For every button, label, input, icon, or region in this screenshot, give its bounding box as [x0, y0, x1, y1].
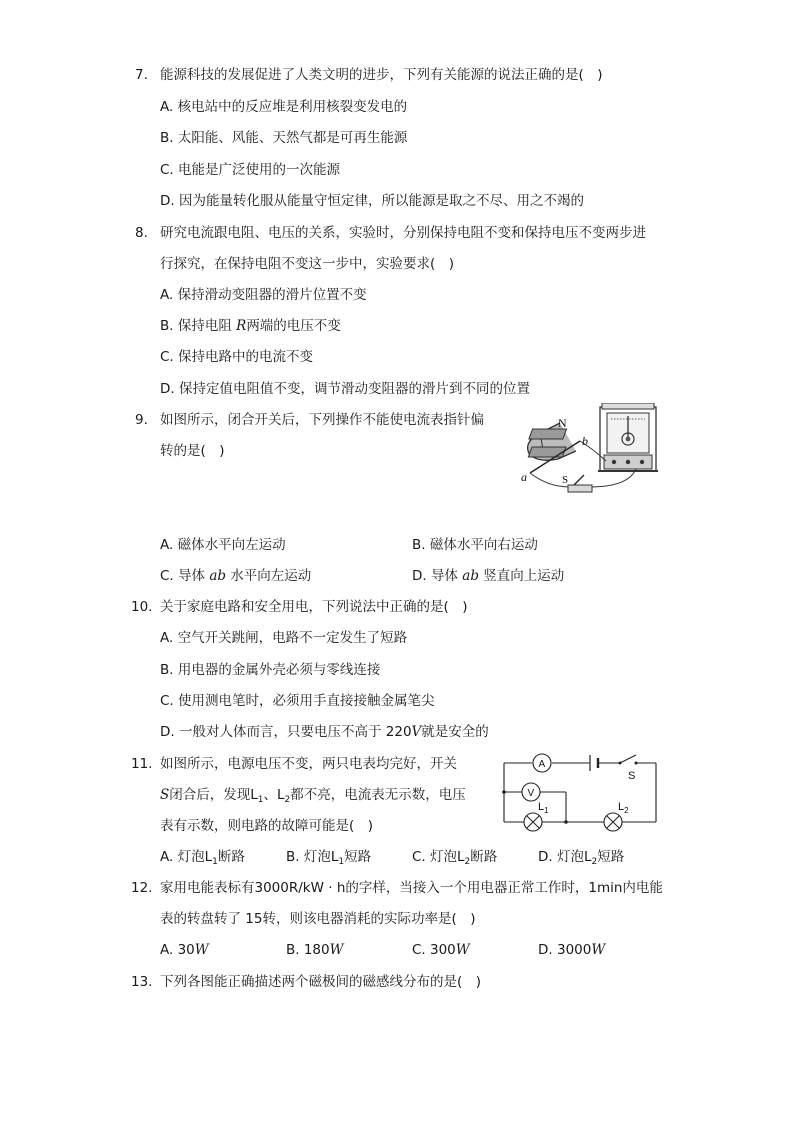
q7-option-b: B. 太阳能、风能、天然气都是可再生能源: [160, 130, 408, 146]
switch-blade: [620, 755, 636, 763]
q9-option-c: [160, 567, 311, 585]
q8-option-d: D. 保持定值电阻值不变，调节滑动变阻器的滑片到不同的位置: [160, 381, 530, 397]
q11-switch-var: S: [160, 787, 170, 803]
q10-stem: 关于家庭电路和安全用电，下列说法中正确的是( ): [160, 599, 468, 615]
switch-label: S: [628, 770, 636, 782]
q8-option-a: A. 保持滑动变阻器的滑片位置不变: [160, 287, 367, 303]
q10-option-c: C. 使用测电笔时，必须用手直接接触金属笔尖: [160, 693, 435, 709]
voltmeter-label: V: [527, 788, 535, 799]
q8-option-b-pre: B. 保持电阻: [160, 318, 237, 334]
q7-option-d: D. 因为能量转化服从能量守恒定律，所以能源是取之不尽、用之不竭的: [160, 193, 584, 209]
q10-option-d-tail: 就是安全的: [421, 724, 489, 740]
q12-stem-line1: 家用电能表标有3000R/kW · h的字样，当接入一个用电器正常工作时，1min内电能: [160, 880, 663, 896]
q8-option-b: [160, 317, 341, 335]
q8-option-c: C. 保持电路中的电流不变: [160, 349, 314, 365]
label-b: b: [582, 434, 588, 448]
q10-option-a: A. 空气开关跳闸，电路不一定发生了短路: [160, 630, 408, 646]
label-a: a: [521, 470, 527, 484]
label-s: S: [562, 474, 569, 486]
q11-option-a: A. 灯泡$L_1$断路: [160, 849, 245, 867]
q12-option-c: C. 300W: [412, 942, 470, 958]
lamp-l1-label: $L_1$: [538, 801, 549, 815]
q9-option-d-tail: 竖直向上运动: [478, 568, 565, 584]
switch: [568, 485, 592, 492]
q9-option-c-tail: 水平向左运动: [226, 568, 312, 584]
q8-number: 8.: [135, 225, 148, 241]
q7-option-a: A. 核电站中的反应堆是利用核裂变发电的: [160, 99, 408, 115]
q12-stem-line2: 表的转盘转了 15转，则该电器消耗的实际功率是( ): [160, 911, 476, 927]
q9-stem-line1: 如图所示，闭合开关后，下列操作不能使电流表指针偏: [160, 412, 484, 428]
q11-circuit-figure: [498, 752, 662, 832]
q13-stem: 下列各图能正确描述两个磁极间的磁感线分布的是( ): [160, 974, 482, 990]
q10-option-d-pre: D. 一般对人体而言，只要电压不高于 220: [160, 724, 412, 740]
q9-stem-line2: 转的是( ): [160, 443, 225, 459]
q10-number: 10.: [131, 599, 153, 615]
q11-line2-sub1: 1: [257, 795, 264, 805]
q12-option-d: D. 3000W: [538, 942, 606, 958]
q7-option-c: C. 电能是广泛使用的一次能源: [160, 162, 341, 178]
q12-option-b: B. 180W: [286, 942, 344, 958]
q11-line2-sub2: 2: [284, 795, 291, 805]
q11-stem-line2: [160, 786, 466, 804]
label-n: N: [558, 416, 567, 430]
q11-number: 11.: [131, 756, 153, 772]
q11-option-c: C. 灯泡$L_2$断路: [412, 849, 498, 867]
q9-induction-figure: [518, 403, 668, 503]
q9-option-b: B. 磁体水平向右运动: [412, 537, 538, 553]
q9-option-c-pre: C. 导体: [160, 568, 210, 584]
q11-line2-b: 、L: [263, 787, 285, 803]
q9-option-c-var: ab: [209, 568, 227, 584]
q11-stem-line3: 表有示数，则电路的故障可能是( ): [160, 818, 374, 834]
q10-option-b: B. 用电器的金属外壳必须与零线连接: [160, 662, 381, 678]
q8-stem-line1: 研究电流跟电阻、电压的关系，实验时，分别保持电阻不变和保持电压不变两步进: [160, 225, 646, 241]
ammeter-label: A: [538, 759, 546, 770]
q9-number: 9.: [135, 412, 148, 428]
q10-option-d-unit: V: [411, 724, 422, 740]
q9-option-d-pre: D. 导体: [412, 568, 463, 584]
q11-option-b: B. 灯泡$L_1$短路: [286, 849, 372, 867]
q11-line2-a: 闭合后，发现L: [169, 787, 258, 803]
q7-stem: 能源科技的发展促进了人类文明的进步，下列有关能源的说法正确的是( ): [160, 67, 603, 83]
q11-line2-c: 都不亮，电流表无示数，电压: [290, 787, 466, 803]
q8-option-b-var: R: [236, 318, 247, 334]
q12-number: 12.: [131, 880, 153, 896]
q10-option-d: [160, 723, 489, 741]
q9-option-a: A. 磁体水平向左运动: [160, 537, 286, 553]
q12-option-a: A. 30W: [160, 942, 209, 958]
q13-number: 13.: [131, 974, 153, 990]
q7-number: 7.: [135, 67, 148, 83]
q8-stem-line2: 行探究，在保持电阻不变这一步中，实验要求( ): [160, 256, 455, 272]
q11-option-d: D. 灯泡$L_2$短路: [538, 849, 625, 867]
q11-stem-line1: 如图所示，电源电压不变，两只电表均完好，开关: [160, 756, 457, 772]
q8-option-b-tail: 两端的电压不变: [246, 318, 341, 334]
q9-option-d-var: ab: [462, 568, 479, 584]
q9-option-d: [412, 567, 564, 585]
lamp-l2-label: $L_2$: [618, 801, 629, 815]
